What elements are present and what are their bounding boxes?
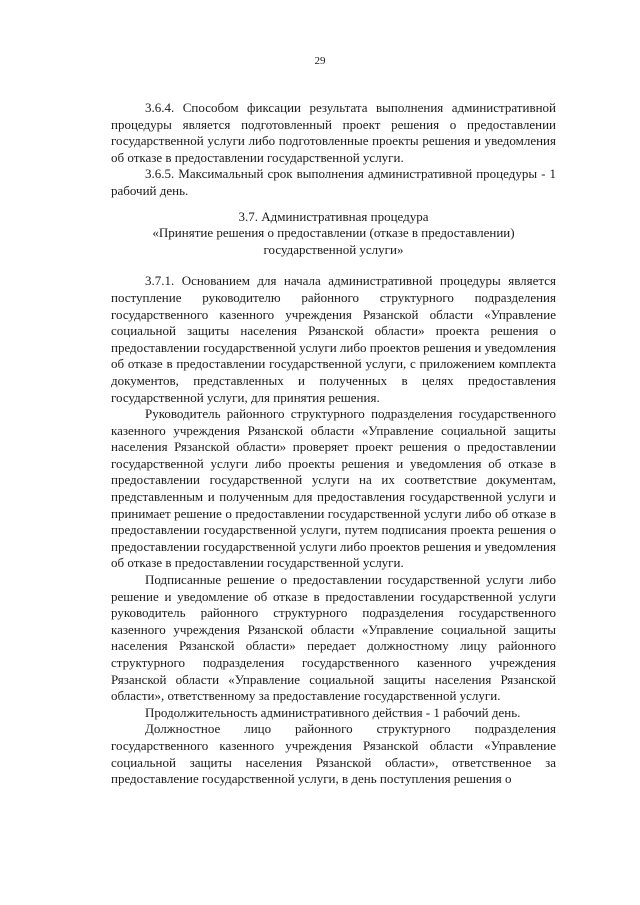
section-heading bbox=[111, 209, 556, 259]
section-heading-number: 3.7. Административная процедура bbox=[238, 208, 429, 224]
paragraph-3-6-5: 3.6.5. Максимальный срок выполнения административной процедуры - 1 рабочий день. bbox=[111, 166, 556, 198]
section-heading-title-line-2: государственной услуги» bbox=[263, 241, 404, 257]
paragraph-signed-decision: Подписанные решение о предоставлении государственной услуги либо решение и уведомление об отказе в предоставлении государственной услуги руководитель районного структурного подразделения государственного казенного учреждения Рязанской области «Управление социальной защиты населения Рязанской области» передает должностному лицу районного структурного подразделения государственного казенного учреждения Рязанской области «Управление социальной защиты населения Рязанской области», ответственному за предоставление государственной услуги. bbox=[111, 572, 556, 704]
paragraph-official: Должностное лицо районного структурного подразделения государственного казенного учреждения Рязанской области «Управление социальной защиты населения Рязанской области», ответственное за предоставление государственной услуги, в день поступления решения о bbox=[111, 721, 556, 787]
page-number: 29 bbox=[314, 55, 326, 67]
paragraph-head-check: Руководитель районного структурного подразделения государственного казенного учреждения Рязанской области «Управление социальной защиты населения Рязанской области» проверяет проект решения о предоставлении государственной услуги либо проекты решения и уведомления об отказе в предоставлении государственной услуги на их соответствие документам, представленным и полученным для предоставления государственной услуги и принимает решение о предоставлении государственной услуги либо об отказе в предоставлении государственной услуги, путем подписания проекта решения о предоставлении государственной услуги либо проектов решения и уведомления об отказе в предоставлении государственной услуги. bbox=[111, 406, 556, 571]
document-body bbox=[111, 100, 556, 788]
section-heading-title-line-1: «Принятие решения о предоставлении (отказе в предоставлении) bbox=[152, 225, 515, 241]
paragraph-3-7-1: 3.7.1. Основанием для начала административной процедуры является поступление руководителю районного структурного подразделения государственного казенного учреждения Рязанской области «Управление социальной защиты населения Рязанской области» проекта решения о предоставлении государственной услуги либо проектов решения и уведомления об отказе в предоставлении государственной услуги, с приложением комплекта документов, представленных и полученных в целях предоставления государственной услуги, для принятия решения. bbox=[111, 273, 556, 405]
paragraph-3-6-4: 3.6.4. Способом фиксации результата выполнения административной процедуры является подготовленный проект решения о предоставлении государственной услуги либо подготовленные проекты решения и уведомления об отказе в предоставлении государственной услуги. bbox=[111, 100, 556, 165]
paragraph-duration: Продолжительность административного действия - 1 рабочий день. bbox=[145, 704, 521, 720]
